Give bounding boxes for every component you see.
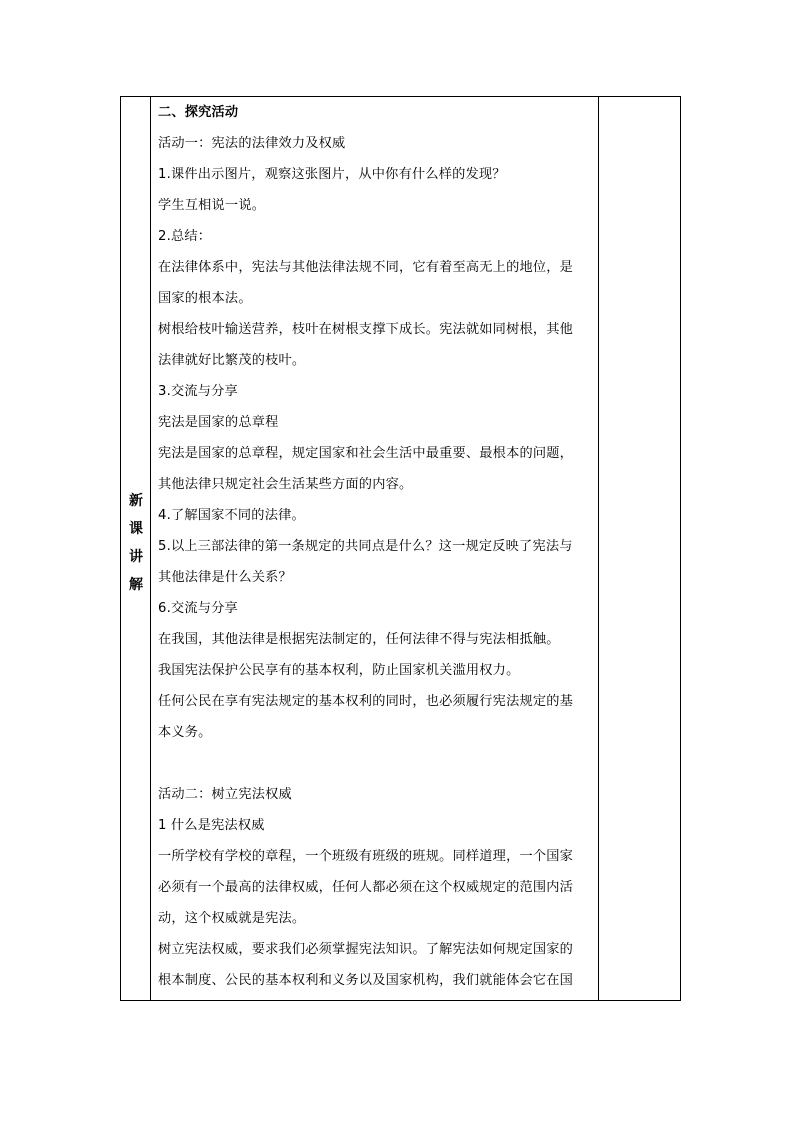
content-line: 二、探究活动 [158,105,239,120]
content-line: 活动一：宪法的法律效力及权威 [158,136,346,151]
content-line: 我国宪法保护公民享有的基本权利，防止国家机关滥用权力。 [158,663,520,678]
section-label [121,487,151,599]
content-line: 树根给枝叶输送营养，枝叶在树根支撑下成长。宪法就如同树根，其他 [158,322,574,337]
content-line: 法律就好比繁茂的枝叶。 [158,353,306,368]
content-line: 必须有一个最高的法律权威，任何人都必须在这个权威规定的范围内活 [158,880,574,895]
content-line: 5.以上三部法律的第一条规定的共同点是什么？这一规定反映了宪法与 [158,539,573,554]
content-line: 学生互相说一说。 [158,198,266,213]
content-line: 宪法是国家的总章程 [158,415,279,430]
content-line: 3.交流与分享 [158,384,238,399]
content-line: 一所学校有学校的章程，一个班级有班级的班规。同样道理，一个国家 [158,849,574,864]
content-line: 活动二：树立宪法权威 [158,787,292,802]
content-line: 1 什么是宪法权威 [158,818,265,833]
content-line: 根本制度、公民的基本权利和义务以及国家机构，我们就能体会它在国 [158,973,574,988]
lesson-content [158,97,598,996]
content-line: 国家的根本法。 [158,291,252,306]
blank-line [158,748,598,779]
section-label-column [121,97,151,1000]
content-line: 动，这个权威就是宪法。 [158,911,306,926]
content-line: 1.课件出示图片，观察这张图片，从中你有什么样的发现？ [158,167,506,182]
section-label-char: 课 [129,521,143,537]
section-label-char: 解 [129,577,143,593]
content-line: 其他法律只规定社会生活某些方面的内容。 [158,477,413,492]
section-label-char: 讲 [129,549,143,565]
content-line: 树立宪法权威，要求我们必须掌握宪法知识。了解宪法如何规定国家的 [158,942,574,957]
content-line: 宪法是国家的总章程，规定国家和社会生活中最重要、最根本的问题， [158,446,574,461]
lesson-table [120,96,681,1001]
notes-column [598,97,680,1000]
content-line: 6.交流与分享 [158,601,238,616]
content-line: 其他法律是什么关系？ [158,570,292,585]
content-line: 4.了解国家不同的法律。 [158,508,305,523]
section-label-char: 新 [129,493,143,509]
content-line: 任何公民在享有宪法规定的基本权利的同时，也必须履行宪法规定的基 [158,694,574,709]
content-line: 在法律体系中，宪法与其他法律法规不同，它有着至高无上的地位，是 [158,260,574,275]
content-line: 2.总结： [158,229,212,244]
content-line: 在我国，其他法律是根据宪法制定的，任何法律不得与宪法相抵触。 [158,632,560,647]
content-line: 本义务。 [158,725,212,740]
